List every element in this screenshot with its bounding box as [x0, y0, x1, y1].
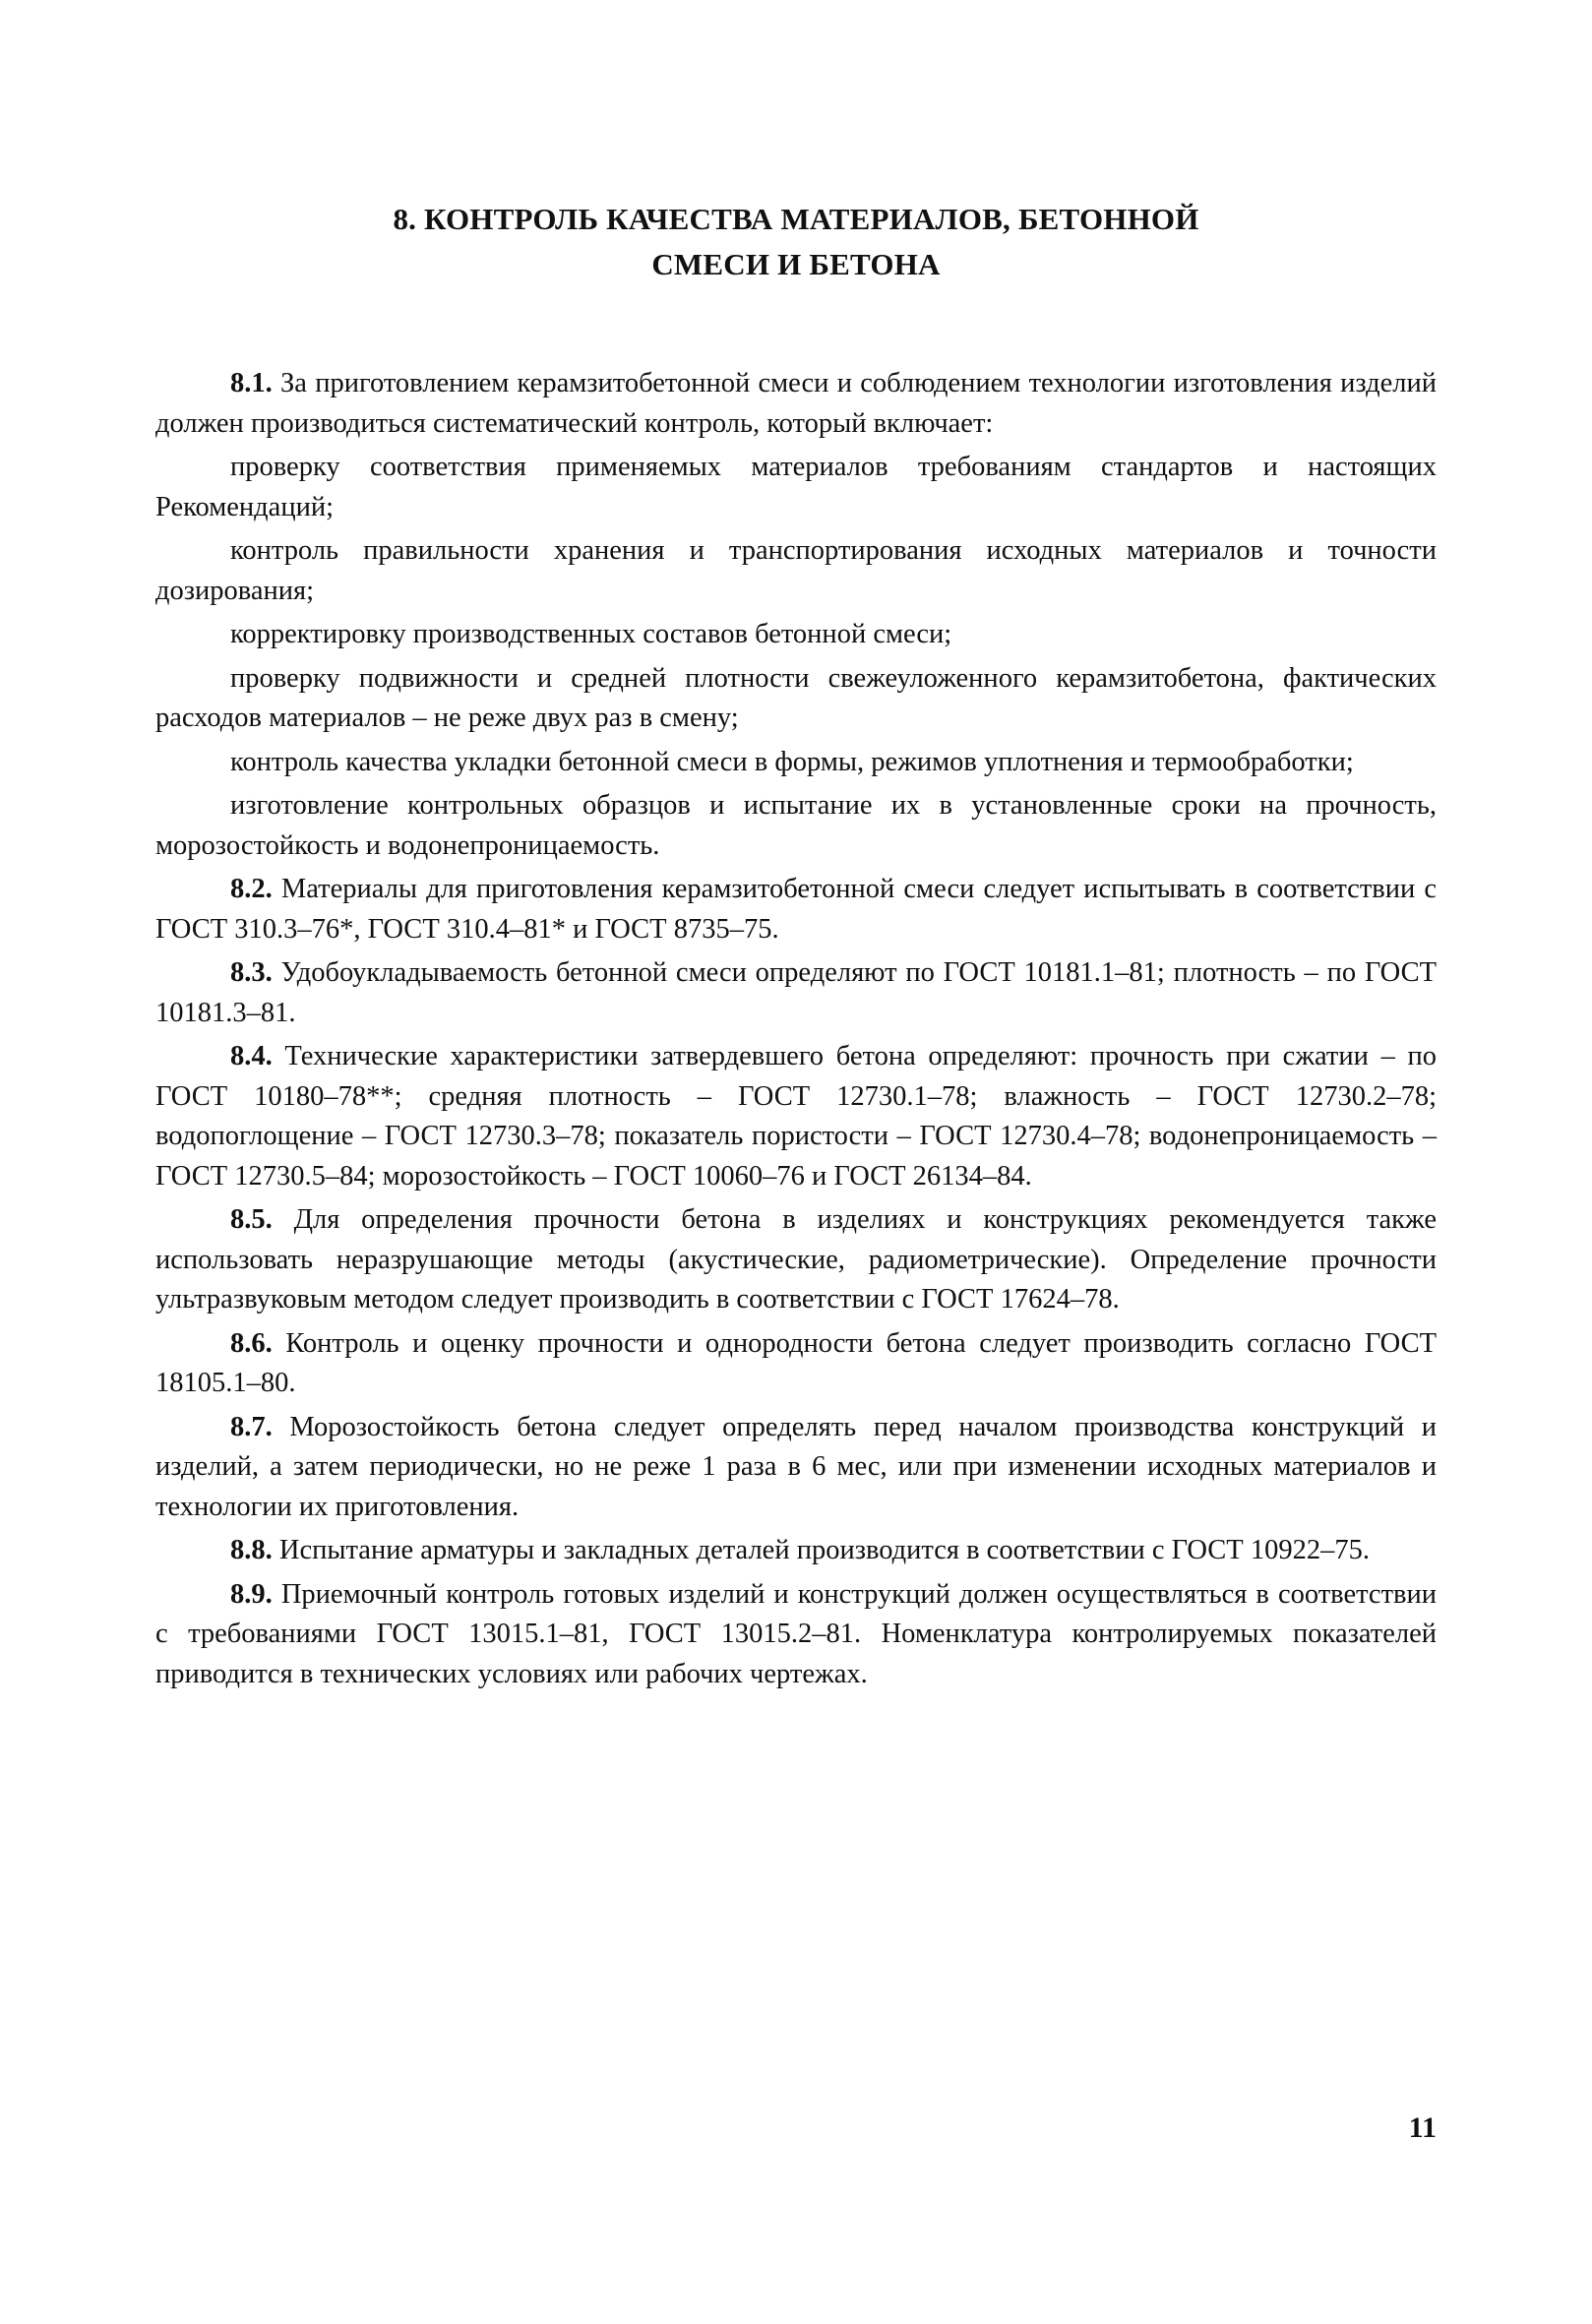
paragraph-8-9: 8.9. Приемочный контроль готовых изделий и конструкций должен осуществляться в соответствии с требованиями ГОСТ 13015.1–81, ГОСТ 13015.2–81. Номенклатура контролируемых показателей приводится в технических условиях или рабочих чертежах. — [155, 1578, 1437, 1689]
list-item: проверку подвижности и средней плотности свежеуложенного керамзитобетона, фактических расходов материалов – не реже двух раз в смену; — [155, 662, 1437, 733]
list-item: корректировку производственных составов бетонной смеси; — [230, 619, 952, 649]
paragraph-8-8: 8.8. Испытание арматуры и закладных деталей производится в соответствии с ГОСТ 10922–75. — [230, 1535, 1370, 1565]
paragraph-8-4: 8.4. Технические характеристики затвердевшего бетона определяют: прочность при сжатии – по ГОСТ 10180–78**; средняя плотность – ГОСТ 12730.1–78; влажность – ГОСТ 12730.2–78; водопоглощение – ГОСТ 12730.3–78; показатель пористости – ГОСТ 12730.4–78; водонепроницаемость – ГОСТ 12730.5–84; морозостойкость – ГОСТ 10060–76 и ГОСТ 26134–84. — [155, 1041, 1437, 1192]
section-title — [155, 197, 1437, 287]
page-number: 11 — [1408, 2111, 1437, 2144]
list-item: контроль качества укладки бетонной смеси в формы, режимов уплотнения и термообработки; — [230, 746, 1354, 777]
paragraph-8-1: 8.1. За приготовлением керамзитобетонной смеси и соблюдением технологии изготовления изделий должен производиться систематический контроль, который включает: — [155, 368, 1437, 439]
list-item: изготовление контрольных образцов и испытание их в установленные сроки на прочность, морозостойкость и водонепроницаемость. — [155, 790, 1437, 861]
paragraph-8-2: 8.2. Материалы для приготовления керамзитобетонной смеси следует испытывать в соответствии с ГОСТ 310.3–76*, ГОСТ 310.4–81* и ГОСТ 8735–75. — [155, 874, 1437, 945]
list-item: контроль правильности хранения и транспортирования исходных материалов и точности дозирования; — [155, 535, 1437, 606]
list-item: проверку соответствия применяемых материалов требованиям стандартов и настоящих Рекомендаций; — [155, 452, 1437, 522]
section-title-line-1: 8. КОНТРОЛЬ КАЧЕСТВА МАТЕРИАЛОВ, БЕТОННОЙ — [393, 202, 1199, 236]
paragraph-8-3: 8.3. Удобоукладываемость бетонной смеси определяют по ГОСТ 10181.1–81; плотность – по ГОСТ 10181.3–81. — [155, 957, 1437, 1028]
paragraph-8-5: 8.5. Для определения прочности бетона в изделиях и конструкциях рекомендуется также использовать неразрушающие методы (акустические, радиометрические). Определение прочности ультразвуковым методом следует производить в соответствии с ГОСТ 17624–78. — [155, 1204, 1437, 1315]
paragraph-8-7: 8.7. Морозостойкость бетона следует определять перед началом производства конструкций и изделий, а затем периодически, но не реже 1 раза в 6 мес, или при изменении исходных материалов и технологии их приготовления. — [155, 1411, 1437, 1522]
paragraph-8-6: 8.6. Контроль и оценку прочности и однородности бетона следует производить согласно ГОСТ 18105.1–80. — [155, 1327, 1437, 1398]
section-title-line-2: СМЕСИ И БЕТОНА — [651, 247, 941, 281]
document-page — [155, 197, 1437, 1698]
